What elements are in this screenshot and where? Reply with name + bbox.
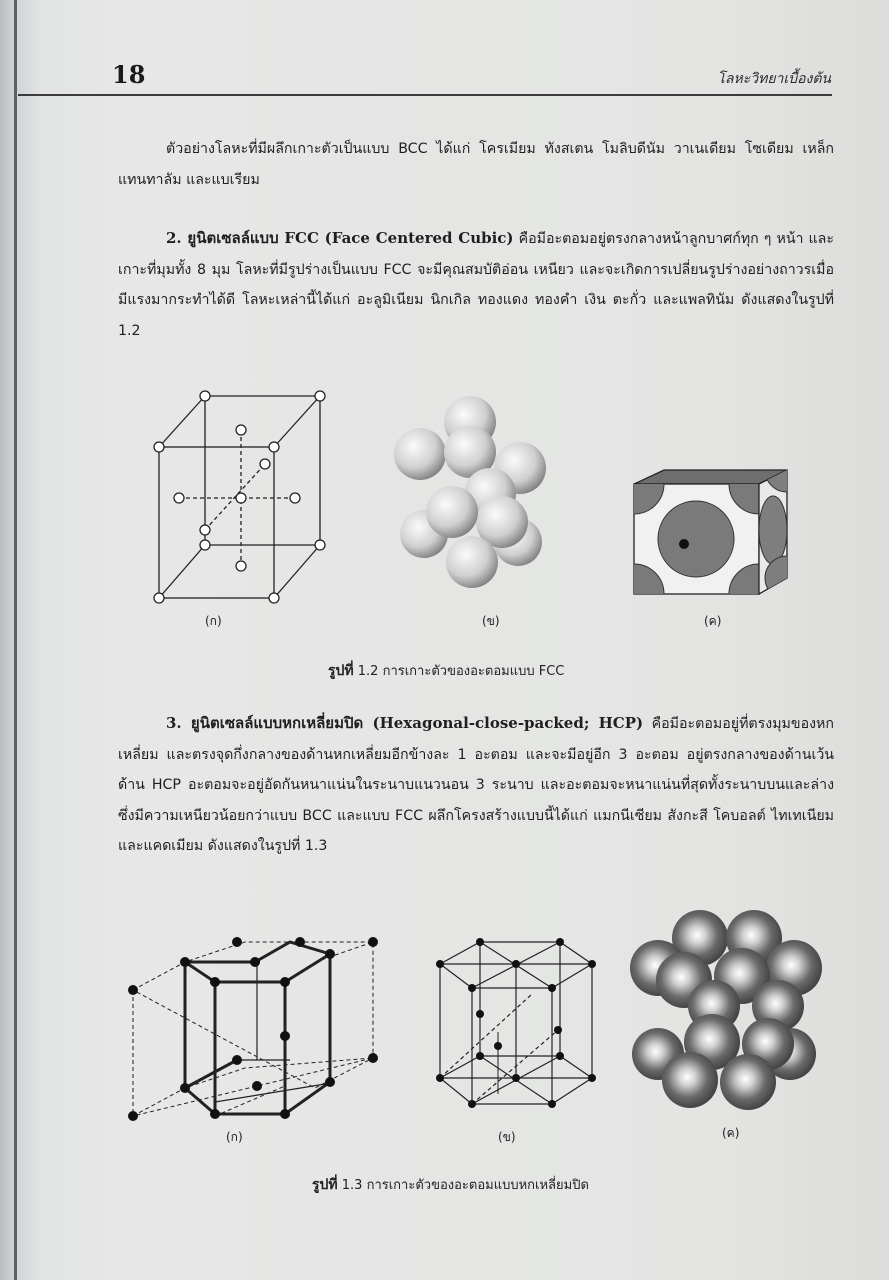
page-number: 18 [112,60,146,89]
paragraph-fcc [118,223,834,346]
hcp-sphere-packing-illustration [630,910,822,1112]
paragraph-bcc-examples: ตัวอย่างโลหะที่มีผลึกเกาะตัวเป็นแบบ BCC ได้แก่ โครเมียม ทังสเตน โมลิบดีนัม วาเนเดียม โซเดียม เหล็ก แทนทาลัม และแบเรียม [118,141,834,188]
hcp-heading: 3. ยูนิตเซลล์แบบหกเหลี่ยมปิด (Hexagonal-close-packed; HCP) [166,714,644,732]
fcc-cube-lattice-diagram [145,380,335,610]
figure-1-3-label-c: (ค) [722,1126,740,1140]
hcp-lattice-wireframe-diagram [432,934,598,1114]
book-spine-edge [14,0,17,1280]
figure-1-3-caption [312,1174,589,1196]
header-rule [18,94,832,96]
figure-1-2-label-a: (ก) [205,614,222,628]
running-title: โลหะวิทยาเบื้องต้น [717,71,831,87]
figure-1-2-label-b: (ข) [482,614,500,628]
figure-1-2-caption-text: 1.2 การเกาะตัวของอะตอมแบบ FCC [353,664,565,679]
figure-1-3-label-b: (ข) [498,1130,516,1144]
figure-1-3-label-a: (ก) [226,1130,243,1144]
fcc-body: คือมีอะตอมอยู่ตรงกลางหน้าลูกบาศก์ทุก ๆ หน้า และเกาะที่มุมทั้ง 8 มุม โลหะที่มีรูปร่างเป็นแบบ FCC จะมีคุณสมบัติอ่อน เหนียว และจะเกิดการเปลี่ยนรูปร่างอย่างถาวรเมื่อมีแรงมากระทำได้ดี โลหะเหล่านี้ได้แก่ อะลูมิเนียม นิกเกิล ทองแดง ทองคำ เงิน ตะกั่ว และแพลทินัม ดังแสดงในรูปที่ 1.2 [118,231,834,339]
fcc-cut-cube-illustration [632,466,790,598]
fcc-sphere-packing-illustration [390,392,550,592]
figure-1-3-caption-prefix: รูปที่ [312,1177,338,1193]
paragraph-hcp [118,708,834,862]
figure-1-2-caption [328,660,564,682]
figure-1-3-caption-text: 1.3 การเกาะตัวของอะตอมแบบหกเหลี่ยมปิด [337,1178,589,1193]
fcc-heading: 2. ยูนิตเซลล์แบบ FCC (Face Centered Cubic) [166,229,514,247]
figure-1-2-label-c: (ค) [704,614,722,628]
hcp-hexagonal-prism-diagram [125,932,385,1122]
hcp-body: คือมีอะตอมอยู่ที่ตรงมุมของหกเหลี่ยม และตรงจุดกึ่งกลางของด้านหกเหลี่ยมอีกข้างละ 1 อะตอม และจะมีอยู่อีก 3 อะตอม อยู่ตรงกลางของด้านเว้นด้าน HCP อะตอมจะอยู่อัดกันหนาแน่นในระนาบแนวนอน 3 ระนาบ และอะตอมจะหนาแน่นที่สุดทั้งระนาบบนและล่าง ซึ่งมีความเหนียวน้อยกว่าแบบ BCC และแบบ FCC ผลึกโครงสร้างแบบนี้ได้แก่ แมกนีเซียม สังกะสี โคบอลต์ ไทเทเนียม และแคดเมียม ดังแสดงในรูปที่ 1.3 [118,716,834,854]
figure-1-2-caption-prefix: รูปที่ [328,663,354,679]
